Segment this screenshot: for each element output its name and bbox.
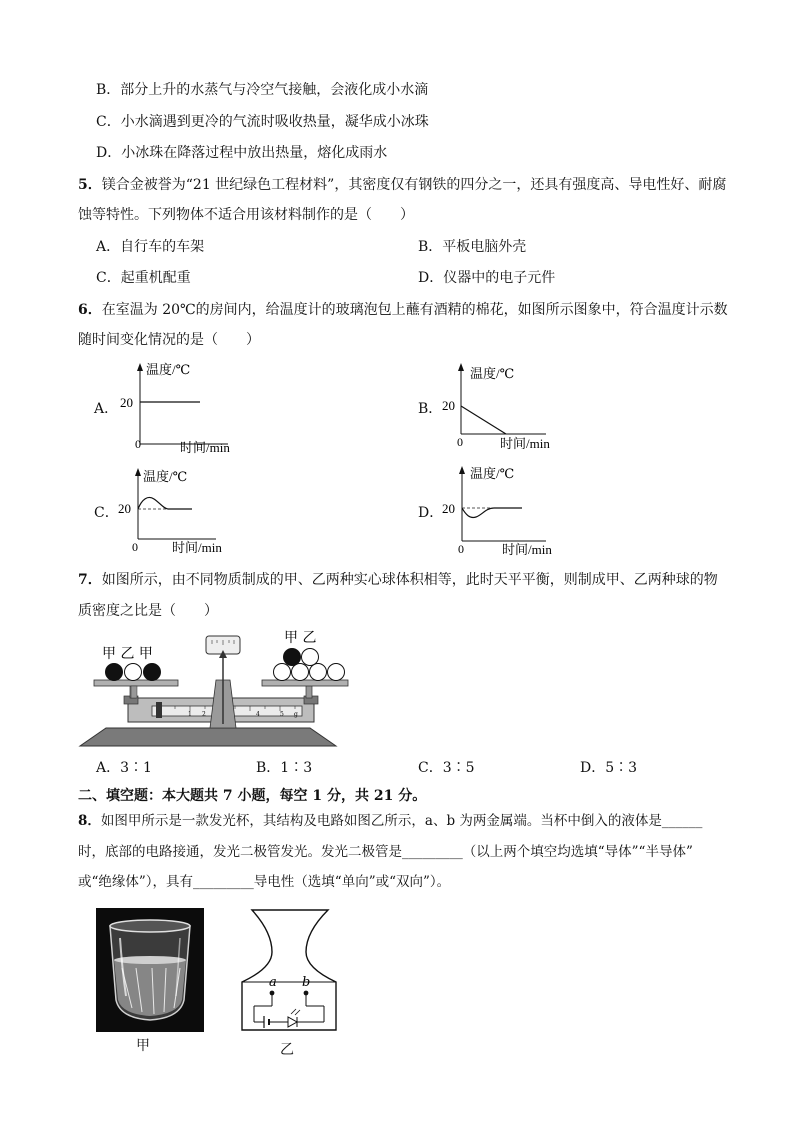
q6-graph-a-label: A． xyxy=(94,401,119,417)
q6-graph-d-tick: 20 xyxy=(442,501,455,516)
figure-yi-label: 乙 xyxy=(280,1042,294,1058)
q6-stem-line2: 随时间变化情况的是（ ） xyxy=(78,332,260,348)
q5-option-a: A．自行车的车架 xyxy=(96,239,205,255)
q6-graph-d-label: D． xyxy=(418,505,444,521)
q4-option-b: B．部分上升的水蒸气与冷空气接触，会液化成小水滴 xyxy=(96,82,429,98)
cup-outline xyxy=(242,910,336,1030)
q7-option-a: A．3∶1 xyxy=(96,760,152,776)
q7-option-b: B．1∶3 xyxy=(256,760,313,776)
q8-stem-line1 xyxy=(78,811,702,831)
q8-stem-line3: 或“绝缘体”），具有_________导电性（选填“单向”或“双向”）。 xyxy=(78,874,451,890)
q6-graph-d-ylabel: 温度/℃ xyxy=(470,466,515,481)
q5-stem-line2: 蚀等特性。下列物体不适合用该材料制作的是（ ） xyxy=(78,207,414,223)
q6-graph-b-label: B． xyxy=(418,401,443,417)
left-ball-jia-2 xyxy=(144,664,161,681)
left-ball-yi xyxy=(125,664,142,681)
q7-option-d: D．5∶3 xyxy=(580,760,638,776)
q6-graph-a xyxy=(110,360,250,456)
q6-graph-c-tick: 20 xyxy=(118,501,131,516)
q6-graph-a-tick: 20 xyxy=(120,395,133,410)
right-ball-yi-2 xyxy=(292,664,309,681)
q7-balance-figure xyxy=(80,628,350,750)
q6-number: 6． xyxy=(78,302,102,318)
q7-number: 7． xyxy=(78,572,102,588)
scale-num-5: 5 xyxy=(280,711,284,718)
q7-option-c: C．3∶5 xyxy=(418,760,475,776)
q6-graph-d-origin: 0 xyxy=(458,542,464,556)
cup-circuit-diagram xyxy=(236,906,344,1036)
q6-stem-text-1: 在室温为 20℃的房间内，给温度计的玻璃泡包上蘸有酒精的棉花，如图所示图象中，符合温度计示数 xyxy=(101,302,728,318)
q7-stem-line1 xyxy=(78,570,718,590)
terminal-a xyxy=(270,991,275,996)
q6-graph-b-xlabel: 时间/min xyxy=(500,436,550,451)
scale-num-4: 4 xyxy=(256,711,260,718)
q5-option-c: C．起重机配重 xyxy=(96,270,191,286)
q7-stem-text-1: 如图所示，由不同物质制成的甲、乙两种实心球体积相等，此时天平平衡，则制成甲、乙两种球的物 xyxy=(101,572,718,588)
left-ball-jia-1 xyxy=(106,664,123,681)
q6-graph-a-ylabel: 温度/℃ xyxy=(146,362,191,377)
figure-jia-label: 甲 xyxy=(136,1038,150,1054)
balance-base xyxy=(80,728,336,746)
q4-option-d: D．小冰珠在降落过程中放出热量，熔化成雨水 xyxy=(96,145,388,161)
scale-unit: g xyxy=(294,711,298,718)
left-pan xyxy=(94,680,178,686)
q6-graph-c-ylabel: 温度/℃ xyxy=(143,469,188,484)
scale-num-1: 1 xyxy=(188,711,192,718)
scale-num-2: 2 xyxy=(202,711,206,718)
right-ball-yi-1 xyxy=(274,664,291,681)
terminal-b-label: b xyxy=(302,975,311,990)
q6-graph-c-label: C． xyxy=(94,505,119,521)
terminal-a-label: a xyxy=(269,975,277,990)
q6-graph-d xyxy=(434,463,574,559)
q6-graph-c-origin: 0 xyxy=(132,540,138,554)
q6-graph-b-origin: 0 xyxy=(457,435,463,449)
right-ball-yi-5 xyxy=(302,649,319,666)
q6-graph-c-xlabel: 时间/min xyxy=(172,540,222,555)
right-ball-jia xyxy=(284,649,301,666)
section-2-heading: 二、填空题：本大题共 7 小题，每空 1 分，共 21 分。 xyxy=(78,788,427,804)
q6-graph-b-ylabel: 温度/℃ xyxy=(470,366,515,381)
q6-stem-line1 xyxy=(78,300,728,320)
q5-option-d: D．仪器中的电子元件 xyxy=(418,270,556,286)
balance-rider xyxy=(156,702,162,718)
right-ball-yi-4 xyxy=(328,664,345,681)
left-balls-label: 甲 乙 甲 xyxy=(102,646,153,662)
q5-option-b: B．平板电脑外壳 xyxy=(418,239,527,255)
q6-graph-b-tick: 20 xyxy=(442,398,455,413)
glowing-cup-photo xyxy=(96,908,204,1032)
q4-option-c: C．小水滴遇到更冷的气流时吸收热量，凝华成小冰珠 xyxy=(96,114,429,130)
q8-number: 8． xyxy=(78,813,101,829)
q7-stem-line2: 质密度之比是（ ） xyxy=(78,603,218,619)
q8-stem-text-1: 如图甲所示是一款发光杯，其结构及电路如图乙所示，a、b 为两金属端。当杯中倒入的液体是______ xyxy=(100,813,703,829)
right-ball-yi-3 xyxy=(310,664,327,681)
q8-stem-line2: 时，底部的电路接通，发光二极管发光。发光二极管是_________（以上两个填空均选填“导体”“半导体” xyxy=(78,844,693,860)
q6-graph-a-origin: 0 xyxy=(135,437,141,451)
right-balls-label: 甲 乙 xyxy=(284,630,317,646)
q5-number: 5． xyxy=(78,177,102,193)
q6-graph-d-xlabel: 时间/min xyxy=(502,542,552,557)
q6-graph-c xyxy=(110,465,240,557)
q5-stem-text-1: 镁合金被誉为“21 世纪绿色工程材料”，其密度仅有钢铁的四分之一，还具有强度高、导电性好、耐腐 xyxy=(101,177,727,193)
cup-illustration xyxy=(96,908,204,1032)
q6-graph-b xyxy=(434,360,574,456)
terminal-b xyxy=(304,991,309,996)
q5-stem-line1 xyxy=(78,175,726,195)
q6-graph-a-xlabel: 时间/min xyxy=(180,440,230,455)
